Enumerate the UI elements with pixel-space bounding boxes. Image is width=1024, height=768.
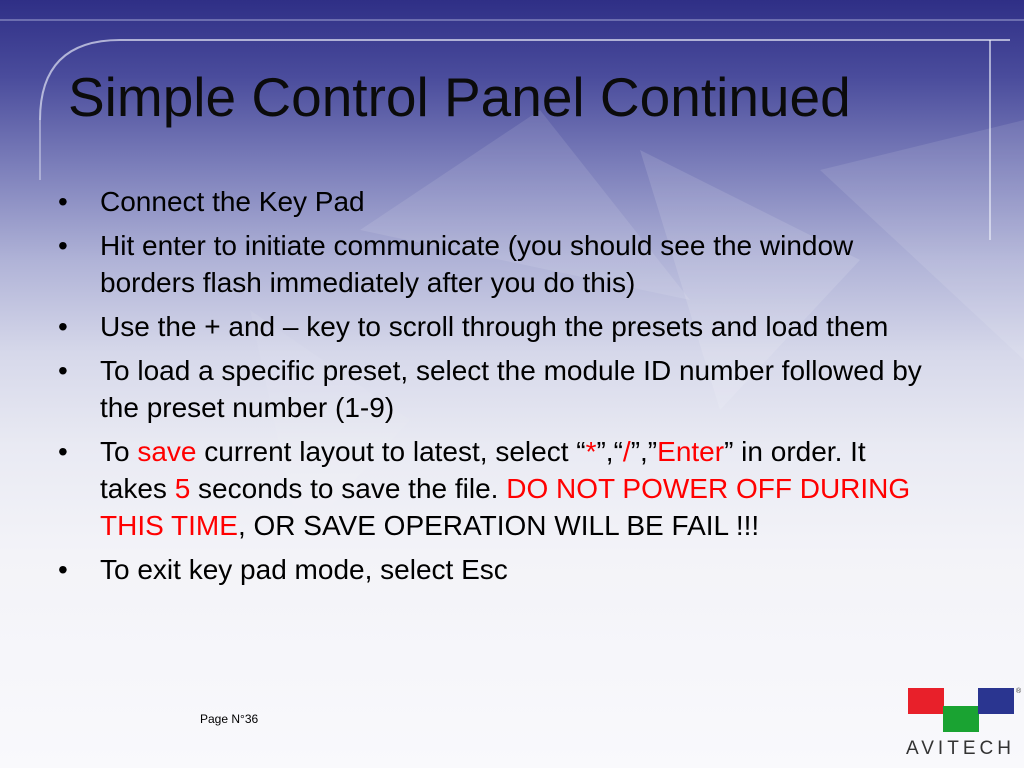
bullet-item (58, 352, 938, 426)
bullet-item (58, 308, 938, 345)
bullet-item (58, 183, 938, 220)
bullet-text-prefix: To (100, 436, 138, 467)
bullet-text: To load a specific preset, select the module ID number followed by the preset number (1-9) (100, 355, 922, 423)
bullet-text-segment: , OR SAVE OPERATION WILL BE FAIL !!! (237, 510, 760, 541)
highlight-seconds: 5 (174, 473, 191, 504)
key-enter: Enter (657, 436, 725, 467)
highlight-save: save (137, 436, 197, 467)
bullet-text: Connect the Key Pad (100, 186, 365, 217)
bullet-text: Hit enter to initiate communicate (you should see the window borders flash immediately after you do this) (100, 230, 854, 298)
logo-red-square (908, 688, 944, 714)
slide-title: Simple Control Panel Continued (68, 66, 851, 128)
bullet-text: Use the + and – key to scroll through the presets and load them (100, 311, 889, 342)
bullet-dot: • (58, 186, 68, 217)
key-asterisk: * (585, 436, 597, 467)
warning-text: DO NOT POWER OFF DURING THIS TIME (100, 473, 911, 541)
bullet-text-segment: ”,” (630, 436, 658, 467)
page-number: Page N°36 (200, 712, 259, 726)
bullet-item (58, 551, 938, 588)
logo-wordmark: AVITECH (906, 738, 1015, 759)
bullet-item (58, 227, 938, 301)
bullet-text-segment: ”,“ (596, 436, 623, 467)
logo-green-square (943, 706, 979, 732)
bullet-dot: • (58, 436, 68, 467)
bullet-text-segment: ” in order. It takes (100, 436, 866, 504)
bullet-dot: • (58, 554, 68, 585)
bullet-dot: • (58, 355, 68, 386)
key-slash: / (622, 436, 631, 467)
registered-mark: ® (1016, 688, 1022, 695)
bullet-item (58, 433, 938, 544)
bullet-text: To exit key pad mode, select Esc (100, 554, 508, 585)
bullet-text-segment: current layout to latest, select “ (196, 436, 586, 467)
logo-blue-square (978, 688, 1014, 714)
bullet-dot: • (58, 311, 68, 342)
bullet-list (58, 183, 938, 595)
bullet-dot: • (58, 230, 68, 261)
bullet-text-segment: seconds to save the file. (190, 473, 507, 504)
